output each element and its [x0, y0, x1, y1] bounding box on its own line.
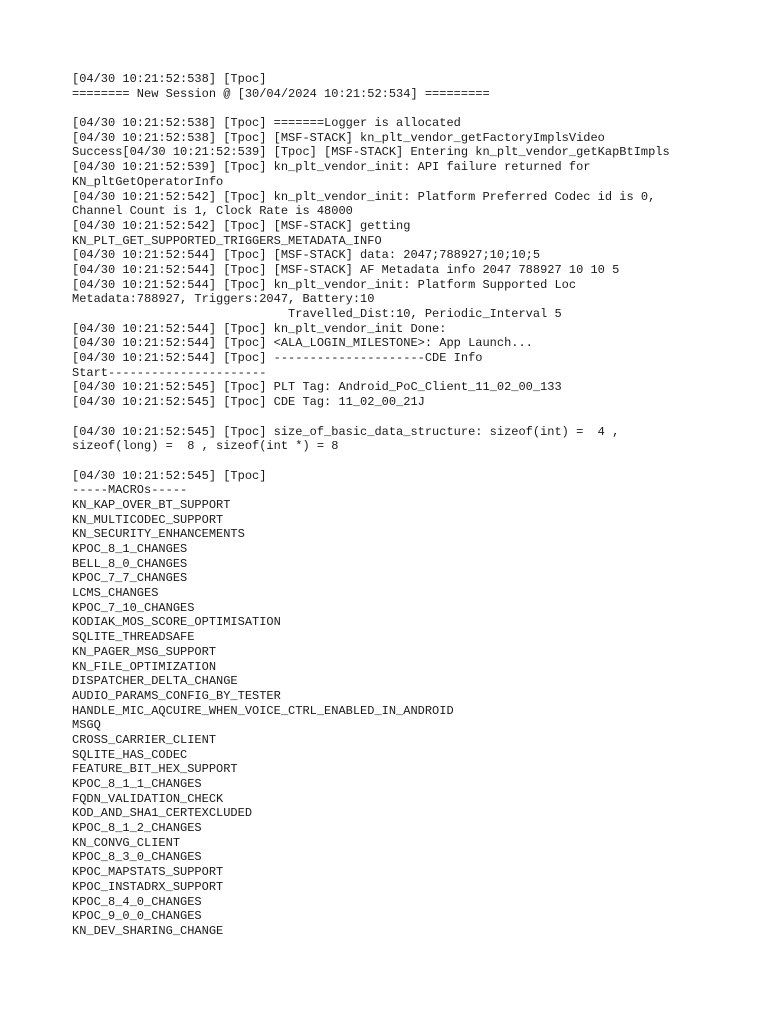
log-line: KPOC_8_1_2_CHANGES — [72, 821, 202, 836]
log-line: sizeof(long) = 8 , sizeof(int *) = 8 — [72, 439, 339, 454]
log-line — [72, 101, 732, 116]
log-line: KN_PLT_GET_SUPPORTED_TRIGGERS_METADATA_INFO — [72, 233, 382, 248]
log-document — [72, 72, 732, 939]
log-line: Channel Count is 1, Clock Rate is 48000 — [72, 204, 353, 219]
log-line: [04/30 10:21:52:545] [Tpoc] size_of_basic_data_structure: sizeof(int) = 4 , — [72, 424, 620, 439]
log-line: KN_CONVG_CLIENT — [72, 835, 181, 850]
log-line: Metadata:788927, Triggers:2047, Battery:10 — [72, 292, 375, 307]
log-line: [04/30 10:21:52:544] [Tpoc] kn_plt_vendor_init: Platform Supported Loc — [72, 277, 577, 292]
log-line: Start---------------------- — [72, 365, 267, 380]
log-line: [04/30 10:21:52:544] [Tpoc] ---------------------CDE Info — [72, 351, 483, 366]
log-line: LCMS_CHANGES — [72, 586, 159, 601]
log-line: [04/30 10:21:52:544] [Tpoc] kn_plt_vendor_init Done: — [72, 321, 447, 336]
log-line: HANDLE_MIC_AQCUIRE_WHEN_VOICE_CTRL_ENABLED_IN_ANDROID — [72, 703, 454, 718]
log-line: -----MACROs----- — [72, 483, 188, 498]
log-line: SQLITE_THREADSAFE — [72, 630, 195, 645]
log-line: KN_KAP_OVER_BT_SUPPORT — [72, 497, 231, 512]
log-line: KN_FILE_OPTIMIZATION — [72, 659, 217, 674]
log-line: FEATURE_BIT_HEX_SUPPORT — [72, 762, 238, 777]
log-line: [04/30 10:21:52:544] [Tpoc] <ALA_LOGIN_MILESTONE>: App Launch... — [72, 336, 533, 351]
log-line: KPOC_8_3_0_CHANGES — [72, 850, 202, 865]
log-line: KN_MULTICODEC_SUPPORT — [72, 512, 224, 527]
log-line: KN_SECURITY_ENHANCEMENTS — [72, 527, 245, 542]
log-line: [04/30 10:21:52:539] [Tpoc] kn_plt_vendor_init: API failure returned for — [72, 160, 591, 175]
log-line: [04/30 10:21:52:545] [Tpoc] CDE Tag: 11_02_00_21J — [72, 395, 425, 410]
log-line: KN_pltGetOperatorInfo — [72, 174, 224, 189]
log-line: AUDIO_PARAMS_CONFIG_BY_TESTER — [72, 688, 281, 703]
log-line: [04/30 10:21:52:544] [Tpoc] [MSF-STACK] data: 2047;788927;10;10;5 — [72, 248, 541, 263]
log-line — [72, 410, 732, 425]
log-line: DISPATCHER_DELTA_CHANGE — [72, 674, 238, 689]
log-line: KN_DEV_SHARING_CHANGE — [72, 923, 224, 938]
log-line: KODIAK_MOS_SCORE_OPTIMISATION — [72, 615, 281, 630]
log-line: [04/30 10:21:52:538] [Tpoc] — [72, 72, 267, 86]
log-line: KPOC_MAPSTATS_SUPPORT — [72, 865, 224, 880]
log-line: FQDN_VALIDATION_CHECK — [72, 791, 224, 806]
log-line: KPOC_7_7_CHANGES — [72, 571, 188, 586]
log-line: [04/30 10:21:52:538] [Tpoc] [MSF-STACK] kn_plt_vendor_getFactoryImplsVideo — [72, 130, 605, 145]
log-line — [72, 454, 732, 469]
log-line: [04/30 10:21:52:538] [Tpoc] =======Logger is allocated — [72, 116, 461, 131]
log-line: MSGQ — [72, 718, 101, 733]
log-line: KPOC_8_1_CHANGES — [72, 542, 188, 556]
log-line: [04/30 10:21:52:542] [Tpoc] kn_plt_vendor_init: Platform Preferred Codec id is 0, — [72, 189, 656, 204]
log-line: Success[04/30 10:21:52:539] [Tpoc] [MSF-STACK] Entering kn_plt_vendor_getKapBtImpls — [72, 145, 670, 160]
log-line: [04/30 10:21:52:545] [Tpoc] — [72, 468, 267, 483]
log-line: KPOC_INSTADRX_SUPPORT — [72, 879, 224, 894]
log-line: KPOC_8_1_1_CHANGES — [72, 777, 202, 791]
log-line: KOD_AND_SHA1_CERTEXCLUDED — [72, 806, 253, 821]
log-line: KPOC_8_4_0_CHANGES — [72, 894, 202, 909]
log-line: KN_PAGER_MSG_SUPPORT — [72, 644, 217, 659]
log-line: [04/30 10:21:52:545] [Tpoc] PLT Tag: Android_PoC_Client_11_02_00_133 — [72, 380, 562, 395]
log-line: Travelled_Dist:10, Periodic_Interval 5 — [72, 307, 562, 321]
log-line: KPOC_7_10_CHANGES — [72, 600, 195, 615]
log-line: CROSS_CARRIER_CLIENT — [72, 732, 217, 747]
log-line: KPOC_9_0_0_CHANGES — [72, 909, 202, 924]
log-line: [04/30 10:21:52:544] [Tpoc] [MSF-STACK] AF Metadata info 2047 788927 10 10 5 — [72, 262, 620, 277]
log-line: BELL_8_0_CHANGES — [72, 556, 188, 571]
log-line: [04/30 10:21:52:542] [Tpoc] [MSF-STACK] getting — [72, 218, 411, 233]
log-line: ======== New Session @ [30/04/2024 10:21:52:534] ========= — [72, 86, 490, 101]
log-line: SQLITE_HAS_CODEC — [72, 747, 188, 762]
